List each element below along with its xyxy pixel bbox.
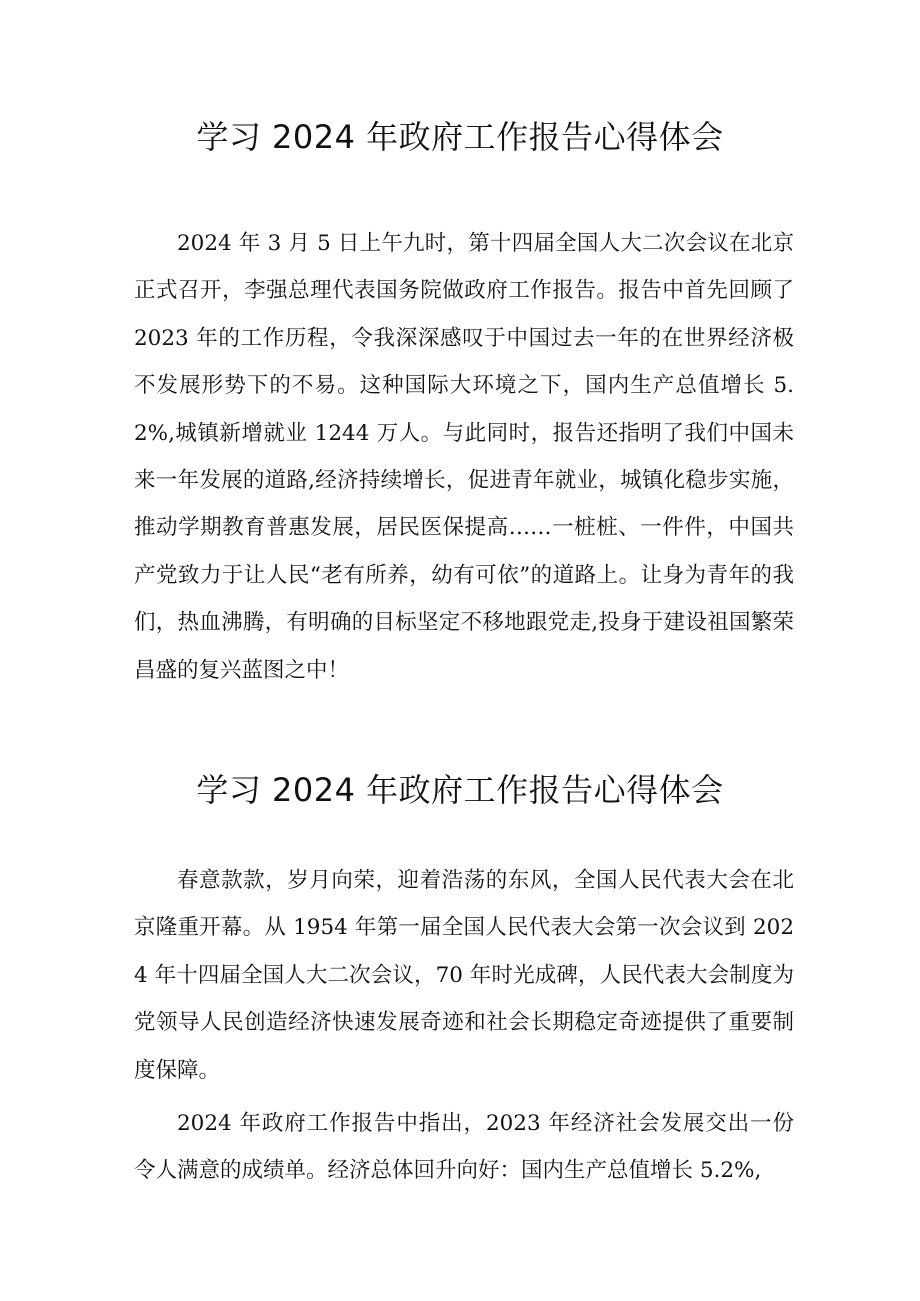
section-title: 学习 2024 年政府工作报告心得体会 [196,118,724,156]
section-title: 学习 2024 年政府工作报告心得体会 [196,771,724,809]
section-paragraph: 2024 年政府工作报告中指出，2023 年经济社会发展交出一份令人满意的成绩单。经济总体回升向好：国内生产总值增长 5.2%, [134,1111,794,1184]
section-paragraph: 2024 年 3 月 5 日上午九时，第十四届全国人大二次会议在北京正式召开，李强总理代表国务院做政府工作报告。报告中首先回顾了 2023 年的工作历程，令我深深感叹于中国过去一年的在世界经济极不发展形势下的不易。这种国际大环境之下，国内生产总值增长 5.2%,城镇新增就业 1244 万人。与此同时，报告还指明了我们中国未来一年发展的道路,经济持续增长，促进青年就业，城镇化稳步实施，推动学期教育普惠发展，居民医保提高……一桩桩、一件件，中国共产党致力于让人民“老有所养，幼有可依”的道路上。让身为青年的我们，热血沸腾，有明确的目标坚定不移地跟党走,投身于建设祖国繁荣昌盛的复兴蓝图之中！ [134,231,794,683]
section-paragraph: 春意款款，岁月向荣，迎着浩荡的东风，全国人民代表大会在北京隆重开幕。从 1954 年第一届全国人民代表大会第一次会议到 2024 年十四届全国人大二次会议，70 年时光成碑，人民代表大会制度为党领导人民创造经济快速发展奇迹和社会长期稳定奇迹提供了重要制度保障。 [134,868,794,1083]
